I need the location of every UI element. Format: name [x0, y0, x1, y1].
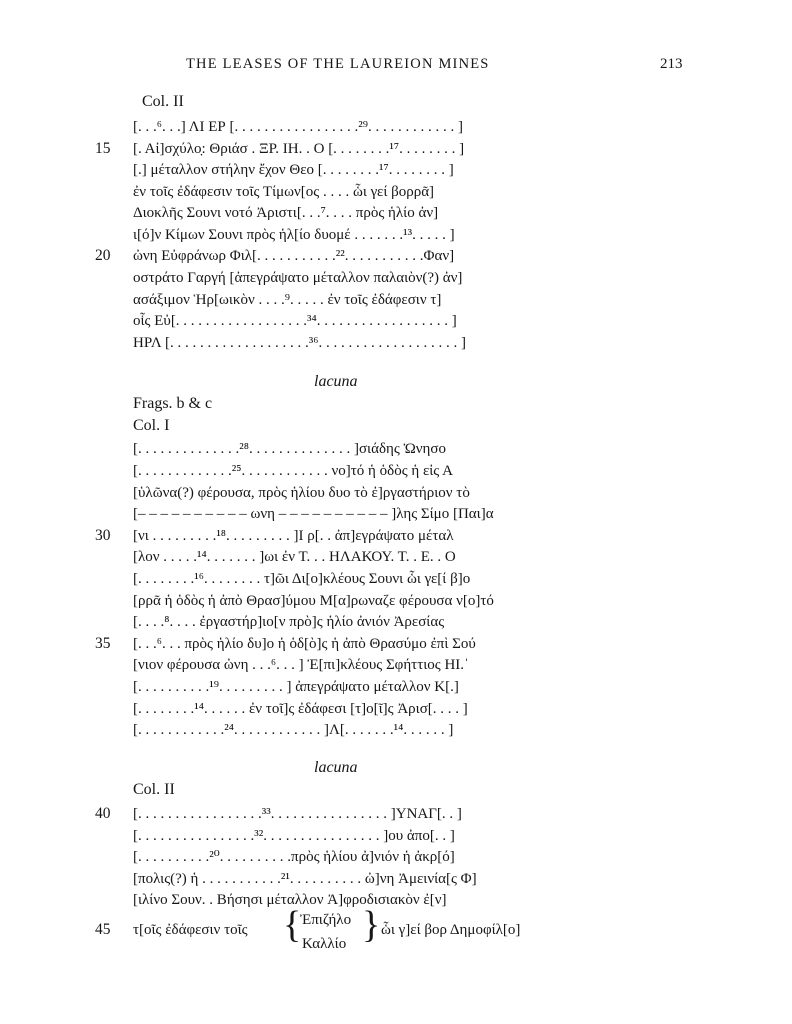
text-line: [– – – – – – – – – – ωνη – – – – – – – – – – ]λης Σίμο [Παι]α: [133, 506, 494, 522]
text-line: [. . .⁶. . .] ΛΙ ΕΡ [. . . . . . . . . . . . . . . . .²⁹. . . . . . . . . . . . ]: [133, 119, 463, 135]
text-line: [ρρᾶ ἡ ὁδὸς ἡ ἀπὸ Θρασ]ύμου Μ[α]ρωναζε φέρουσα ν[ο]τό: [133, 593, 494, 609]
text-line: [. . . . . . . . . . . . .²⁵. . . . . . . . . . . . νο]τό ἡ ὁδὸς ἡ εἰς Α: [133, 463, 454, 479]
text-line: οἷς Εὐ[. . . . . . . . . . . . . . . . . .³⁴. . . . . . . . . . . . . . . . . . ]: [133, 313, 457, 329]
text-line: [νι . . . . . . . . .¹⁸. . . . . . . . . ]Ι ρ[. . ἀπ]εγράψατο μέταλ: [133, 528, 454, 544]
line-number-45: 45: [95, 921, 111, 938]
lacuna-label: lacuna: [314, 759, 358, 776]
col-ii-heading: Col. II: [142, 93, 184, 110]
brace-name: Ἐπιζήλο: [300, 912, 352, 928]
text-line: [. . . . . . . . . . . .²⁴. . . . . . . . . . . . ]Λ[. . . . . . .¹⁴. . . . . . ]: [133, 722, 454, 738]
line-number-15: 15: [95, 140, 111, 157]
line-number-20: 20: [95, 247, 111, 264]
text-line: [. . . . . . . . . .¹⁹. . . . . . . . . ] ἀπεγράψατο μέταλλον Κ[.]: [133, 679, 459, 695]
text-line: [. . . . . . . . . . . . . . . . .³³. . . . . . . . . . . . . . . . ]ΥΝΑΓ[. . ]: [133, 806, 462, 822]
text-line: [. . . . . . . . . .²⁰. . . . . . . . . .πρὸς ἡλίου ἀ]νιόν ἡ ἀκρ[ό]: [133, 849, 455, 865]
text-line: Διοκλῆς Σουνι νοτό Ἀριστι[. . .⁷. . . . πρὸς ἡλίο ἀν]: [133, 205, 439, 221]
text-line: [. Αἰ]σχύλο̣: Θριάσ . ΞΡ. ΙΗ. . Ο [. . . . . . . .¹⁷. . . . . . . . ]: [133, 141, 465, 157]
line-number-30: 30: [95, 527, 111, 544]
left-brace: {: [283, 904, 302, 946]
right-brace: }: [362, 904, 381, 946]
text-line: [. . . .⁸. . . . ἐργαστήρ]ιο[ν πρὸ]ς ἡλίο ἀνιόν Ἀρεσίας: [133, 614, 445, 630]
text-line: [ιλίνο Σουν. . Βήσησι μέταλλον Ἀ]φροδισιακὸν ἐ[ν]: [133, 892, 447, 908]
line-number-35: 35: [95, 635, 111, 652]
text-line: [νιον φέρουσα ὠνη . . .⁶. . . ] Ἐ[πι]κλέους Σφήττιος ΗΙ.ˈ: [133, 657, 470, 673]
text-line: οστράτο Γαργή [ἀπεγράψατο μέταλλον παλαιὸν(?) ἀν]: [133, 270, 463, 286]
text-line: [.] μέταλλον στήλην ἔχον Θεο [. . . . . . . .¹⁷. . . . . . . . ]: [133, 162, 454, 178]
text-line: ὧι γ]εί βορ Δημοφίλ[ο]: [381, 922, 521, 938]
text-line: [. . . . . . . .¹⁴. . . . . . ἐν τοῖ]ς ἐδάφεσι [τ]ο[ῖ]ς Ἀρισ[. . . . ]: [133, 701, 468, 717]
text-line: [. . . . . . . . . . . . . .²⁸. . . . . . . . . . . . . . ]σιάδης Ὠνησο: [133, 441, 446, 457]
text-line: [ὑλῶνα(?) φέρουσα, πρὸς ἡλίου δυο τὸ ἐ]ργαστήριον τὸ: [133, 485, 470, 501]
text-line: ι[ό]ν Κίμων Σουνι πρὸς ἡλ[ίο δυομέ . . . . . . .¹³. . . . . ]: [133, 227, 455, 243]
text-line: ΗΡΛ [. . . . . . . . . . . . . . . . . . .³⁶. . . . . . . . . . . . . . . . . . . ]: [133, 335, 467, 351]
text-line: [. . . . . . . .¹⁶. . . . . . . . τ]ῶι Δι[ο]κλέους Σουνι ὧι γε[ί β]ο: [133, 571, 471, 587]
text-line: ἐν τοῖς ἐδάφεσιν τοῖς Τίμων[ος . . . . ὧι γεί βορρᾶ]: [133, 184, 435, 200]
col-i-heading: Col. I: [133, 417, 170, 434]
text-line: ὠνη Εὐφράνωρ Φιλ[. . . . . . . . . . .²². . . . . . . . . . .Φαν]: [133, 248, 455, 264]
text-line: [. . .⁶. . . πρὸς ἡλίο δυ]ο ἡ ὁδ[ὸ]ς ἡ ἀπὸ Θρασύμο ἐπὶ Σού: [133, 636, 476, 652]
lacuna-label: lacuna: [314, 373, 358, 390]
line-number-40: 40: [95, 805, 111, 822]
frags-heading: Frags. b & c: [133, 395, 213, 412]
text-line: ασάξιμον Ἡρ[ωικὸν . . . .⁹. . . . . ἐν τοῖς ἐδάφεσιν τ]: [133, 292, 442, 308]
text-line: [πολις(?) ἡ . . . . . . . . . . .²¹. . . . . . . . . . ὠ]νη Ἀμεινία[ς Φ]: [133, 871, 477, 887]
text-line: [. . . . . . . . . . . . . . . .³². . . . . . . . . . . . . . . . ]ου ἀπο[. . ]: [133, 828, 455, 844]
brace-name: Καλλίο: [302, 936, 347, 952]
text-line: [λον . . . . .¹⁴. . . . . . . ]ωι ἐν Τ. . . ΗΛΑΚΟΥ. Τ. . Ε. . Ο: [133, 549, 456, 565]
running-head: THE LEASES OF THE LAUREION MINES: [186, 56, 490, 72]
col-ii-heading: Col. II: [133, 781, 175, 798]
page-number: 213: [660, 56, 683, 72]
text-line: τ[οῖς ἐδάφεσιν τοῖς: [133, 922, 248, 938]
